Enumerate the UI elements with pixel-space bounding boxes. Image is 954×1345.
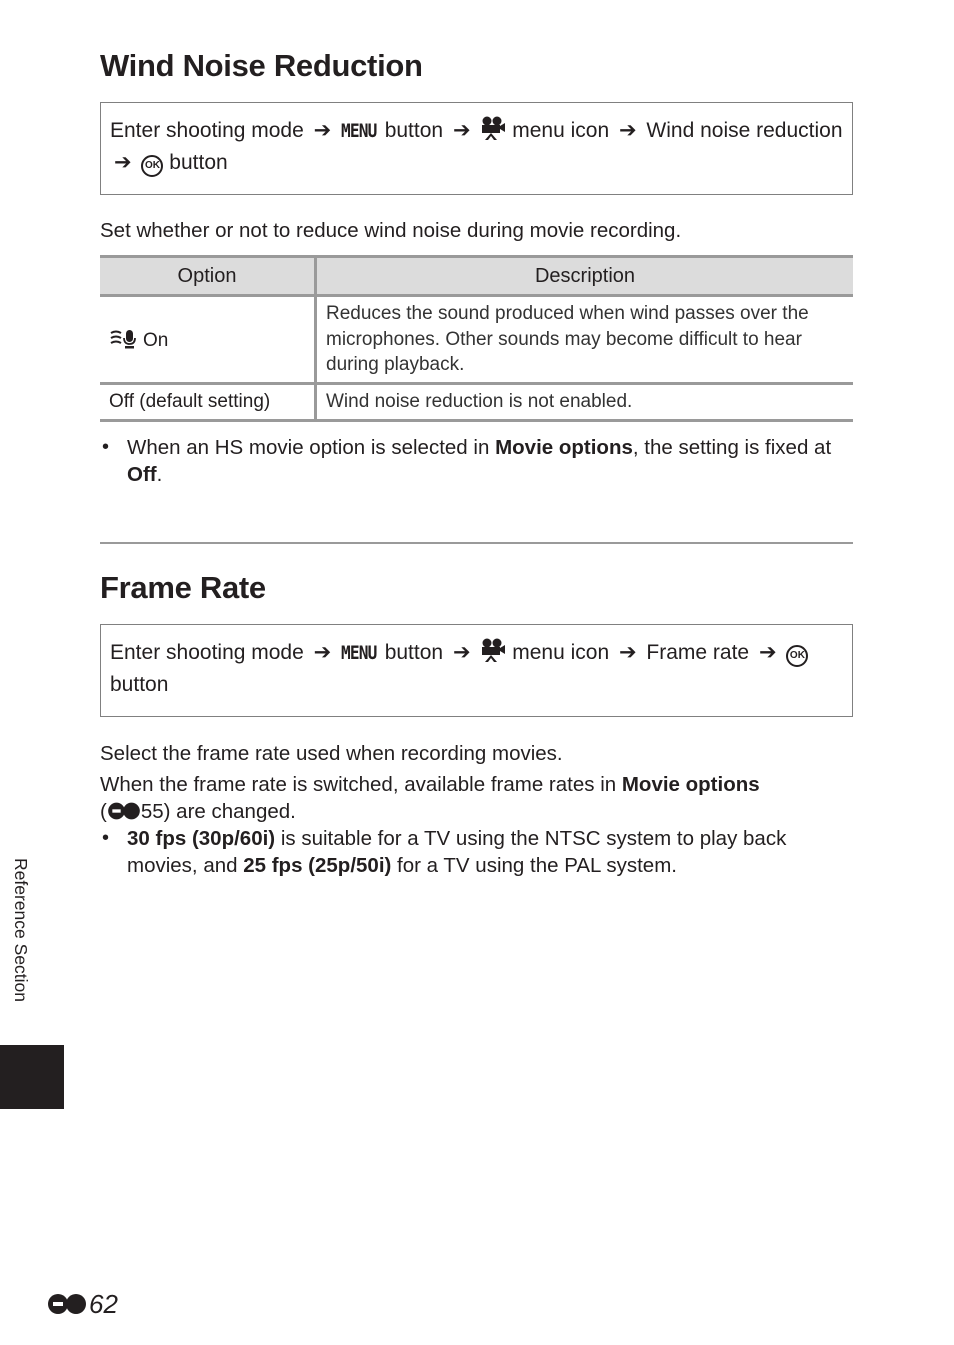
note-text: , the setting is fixed at (632, 436, 832, 459)
table-row (100, 384, 853, 421)
sidebar-section-tab (0, 1045, 64, 1109)
nav-text: button (384, 119, 444, 142)
nav-text: button (384, 641, 444, 664)
intro-text: Set whether or not to reduce wind noise during movie recording. (100, 219, 682, 242)
menu-button-icon: MENU (341, 642, 377, 664)
bold-30fps: 30 fps (30p/60i) (127, 827, 276, 850)
nav-text: Frame rate (646, 641, 750, 664)
section-title-wind-noise: Wind Noise Reduction (100, 48, 423, 83)
wind-noise-icon (109, 328, 139, 350)
nav-text: button (110, 673, 169, 696)
description-cell: Reduces the sound produced when wind passes over the microphones. Other sounds may become difficult to hear during playback. (316, 296, 854, 384)
ok-button-icon: OK (786, 645, 808, 667)
movie-menu-icon (480, 116, 506, 140)
section-divider (100, 542, 853, 544)
table-header-description: Description (316, 257, 854, 296)
reference-section-icon (107, 801, 141, 821)
movie-menu-icon (480, 638, 506, 662)
nav-text: button (169, 151, 228, 174)
ok-button-icon: OK (141, 155, 163, 177)
nav-text: Enter shooting mode (110, 119, 304, 142)
note-text: When an HS movie option is selected in (127, 436, 496, 459)
frame-rate-bullet (100, 825, 853, 879)
para-text: When the frame rate is switched, available frame rates in (100, 773, 622, 796)
arrow-right-icon: ➔ (313, 641, 332, 664)
bold-movie-options: Movie options (621, 773, 760, 796)
option-cell (100, 296, 316, 384)
para-text: ) are changed. (163, 800, 296, 823)
option-cell: Off (default setting) (100, 384, 316, 421)
arrow-right-icon: ➔ (618, 641, 637, 664)
arrow-right-icon: ➔ (758, 641, 777, 664)
description-cell: Wind noise reduction is not enabled. (316, 384, 854, 421)
menu-path-box-wind-noise (100, 102, 853, 195)
note-text: . (156, 463, 163, 486)
page-number (47, 1289, 118, 1320)
nav-text: menu icon (512, 641, 610, 664)
para-text: ( (100, 800, 107, 823)
table-header-row (100, 257, 853, 296)
frame-rate-intro: Select the frame rate used when recording movies. (100, 742, 563, 765)
menu-path-box-frame-rate (100, 624, 853, 717)
page-number-text: 62 (89, 1289, 118, 1319)
nav-text: menu icon (512, 119, 610, 142)
arrow-right-icon: ➔ (114, 151, 132, 174)
nav-text: Wind noise reduction (646, 119, 843, 142)
section-title-frame-rate: Frame Rate (100, 570, 266, 605)
arrow-right-icon: ➔ (452, 119, 471, 142)
note-bullet (100, 434, 853, 488)
bullet-text: is suitable for a TV using the NTSC system to play back movies, and (127, 827, 787, 877)
page-reference-link[interactable]: 55 (140, 800, 164, 823)
bold-25fps: 25 fps (25p/50i) (243, 854, 392, 877)
note-bold-movie-options: Movie options (495, 436, 633, 459)
arrow-right-icon: ➔ (313, 119, 332, 142)
menu-button-icon: MENU (341, 120, 377, 142)
options-table (100, 255, 853, 422)
table-header-option: Option (100, 257, 316, 296)
sidebar-section-label: Reference Section (11, 858, 31, 1002)
note-bold-off: Off (127, 463, 157, 486)
arrow-right-icon: ➔ (618, 119, 637, 142)
bullet-text: for a TV using the PAL system. (391, 854, 677, 877)
arrow-right-icon: ➔ (452, 641, 471, 664)
frame-rate-note (100, 771, 853, 825)
nav-text: Enter shooting mode (110, 641, 304, 664)
reference-section-icon (47, 1292, 87, 1316)
table-row (100, 296, 853, 384)
option-label: On (143, 329, 169, 351)
